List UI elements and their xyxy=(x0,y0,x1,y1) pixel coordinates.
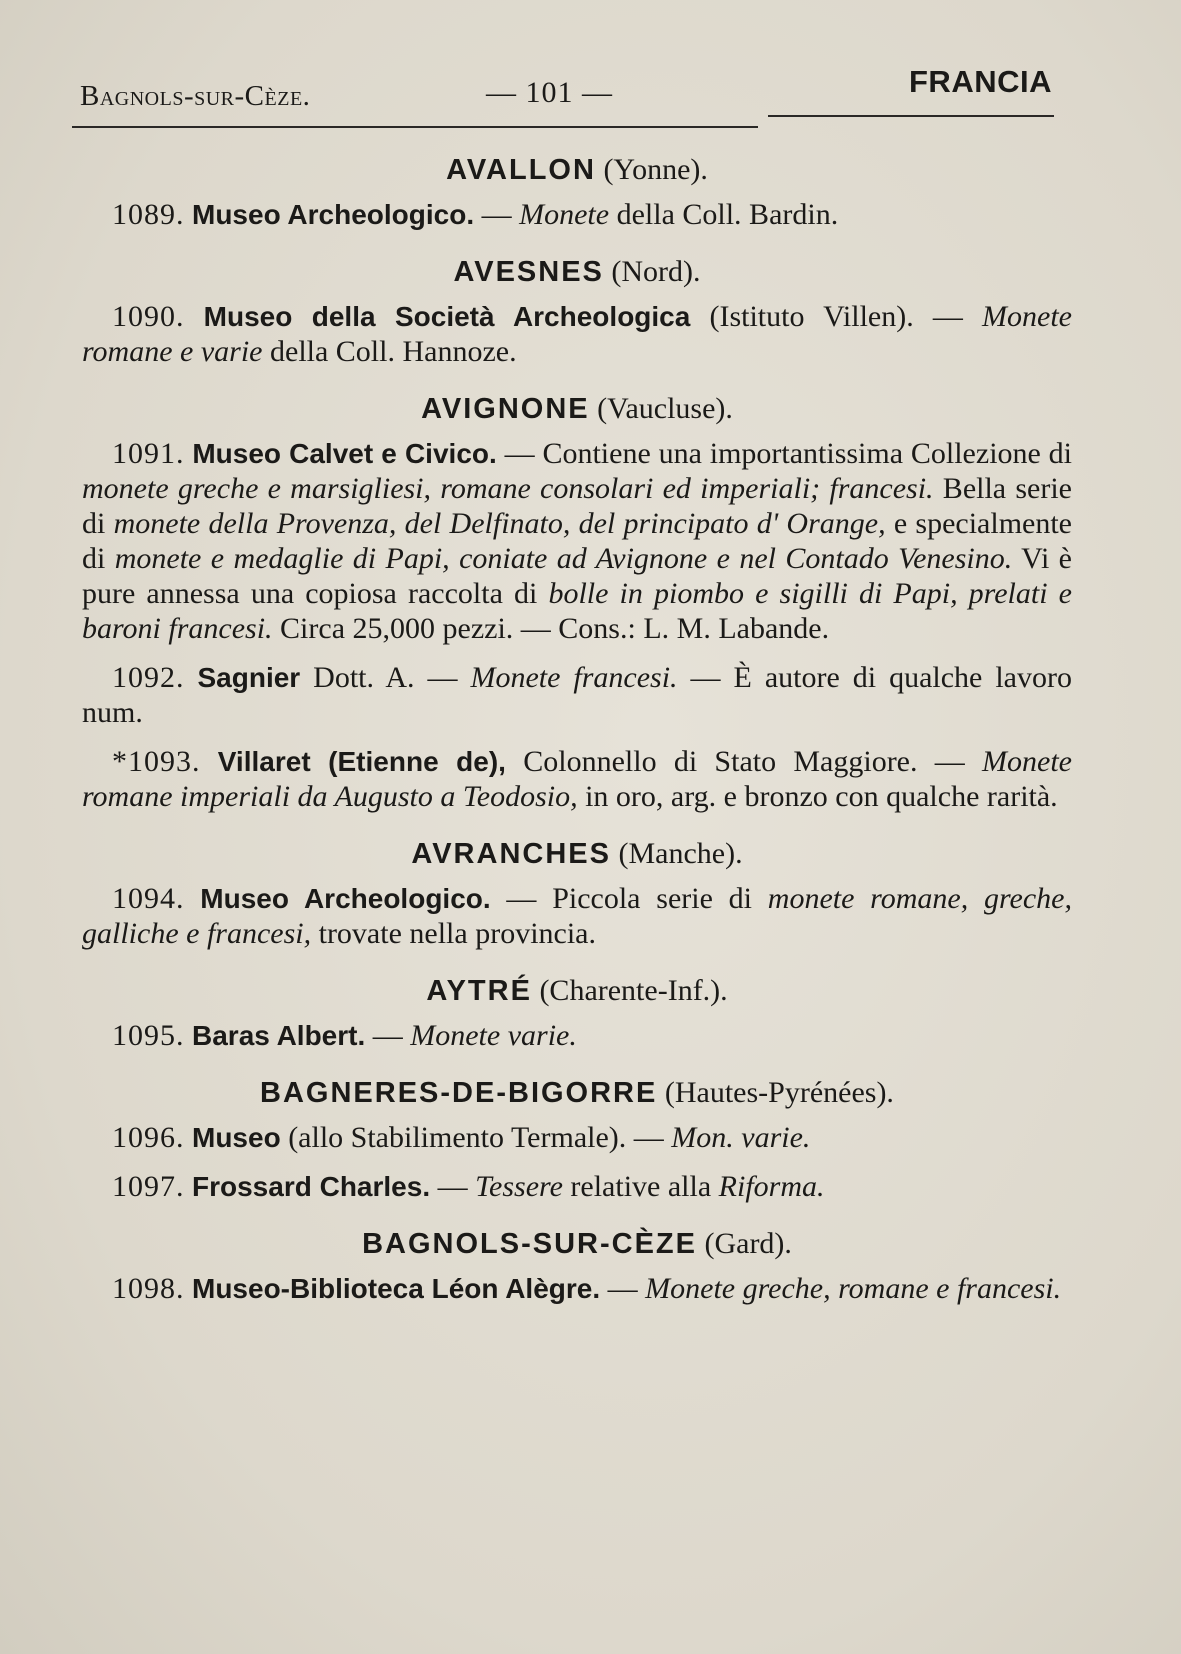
place-region: (Vaucluse). xyxy=(597,392,733,425)
place-name: AVESNES xyxy=(453,256,604,288)
entry-name: Sagnier xyxy=(197,662,301,693)
entry-description: — È autore di qualche lavoro num. xyxy=(82,661,1072,729)
entry-description: in oro, arg. e bronzo con qualche rarità. xyxy=(577,780,1058,813)
header-rule-left xyxy=(72,126,758,128)
place-heading xyxy=(82,254,1072,290)
entry-description-italic: monete e medaglie di Papi, coniate ad Avignone e nel Contado Venesino. xyxy=(114,542,1013,575)
place-region: (Gard). xyxy=(704,1227,792,1260)
entry-description-italic: Monete romane e varie xyxy=(82,300,1072,368)
place-name: BAGNOLS-SUR-CÈZE xyxy=(362,1228,697,1260)
place-heading xyxy=(82,1075,1072,1111)
running-header xyxy=(80,64,1052,114)
entry-description: Bella serie di xyxy=(82,472,1072,540)
entry-name: Frossard Charles. xyxy=(192,1171,431,1202)
entry-description: — xyxy=(365,1019,411,1052)
collection-entry xyxy=(82,881,1072,951)
entry-name: Baras Albert. xyxy=(192,1020,366,1051)
entry-number: 1089. xyxy=(112,198,185,231)
place-region: (Manche). xyxy=(618,837,743,870)
place-heading xyxy=(82,152,1072,188)
entry-description-italic: Monete greche, romane e francesi. xyxy=(645,1272,1062,1305)
entry-number: *1093. xyxy=(112,745,201,778)
entry-name: Museo Calvet e Civico. xyxy=(192,438,497,469)
entry-description-italic: Mon. varie. xyxy=(671,1121,811,1154)
entry-description: della Coll. Hannoze. xyxy=(262,335,517,368)
entry-number: 1092. xyxy=(112,661,185,694)
entry-description: Dott. A. — xyxy=(300,661,471,694)
entry-description-italic: monete della Provenza, del Delfinato, del principato d' Orange, xyxy=(113,507,886,540)
entry-number: 1097. xyxy=(112,1170,185,1203)
place-name: BAGNERES-DE-BIGORRE xyxy=(260,1077,658,1109)
header-rule-right xyxy=(768,115,1054,117)
collection-entry xyxy=(82,436,1072,646)
place-heading xyxy=(82,973,1072,1009)
place-heading xyxy=(82,391,1072,427)
running-head-country: FRANCIA xyxy=(909,64,1052,99)
entry-name: Museo-Biblioteca Léon Alègre. xyxy=(192,1273,601,1304)
place-heading xyxy=(82,836,1072,872)
entry-description: Circa 25,000 pezzi. — Cons.: L. M. Labande. xyxy=(272,612,830,645)
entry-description: relative alla xyxy=(562,1170,719,1203)
collection-entry xyxy=(82,1018,1072,1053)
running-head-left: Bagnols-sur-Cèze. xyxy=(80,80,311,112)
entry-number: 1095. xyxy=(112,1019,185,1052)
entry-number: 1098. xyxy=(112,1272,185,1305)
entry-description-italic: Tessere xyxy=(475,1170,563,1203)
entry-description-italic: Riforma. xyxy=(718,1170,825,1203)
entry-description: e specialmente di xyxy=(82,507,1072,575)
entry-number: 1091. xyxy=(112,437,185,470)
entry-description-italic: bolle in piombo e sigilli di Papi, prelati e baroni francesi. xyxy=(82,577,1072,645)
entry-description-italic: Monete romane imperiali da Augusto a Teodosio, xyxy=(82,745,1072,813)
place-name: AYTRÉ xyxy=(426,975,532,1007)
collection-entry xyxy=(82,1271,1072,1306)
entry-description-italic: Monete xyxy=(519,198,610,231)
entry-description: trovate nella provincia. xyxy=(311,917,596,950)
entry-description-italic: Monete francesi. xyxy=(470,661,678,694)
place-region: (Nord). xyxy=(611,255,701,288)
entry-name: Museo Archeologico. xyxy=(192,199,475,230)
collection-entry xyxy=(82,1120,1072,1155)
entry-description: — xyxy=(600,1272,646,1305)
place-region: (Hautes-Pyrénées). xyxy=(664,1076,894,1109)
entry-description: Colonnello di Stato Maggiore. — xyxy=(505,745,983,778)
entry-name: Museo Archeologico. xyxy=(200,883,491,914)
entry-description-italic: monete romane, greche, galliche e francesi, xyxy=(82,882,1073,950)
entry-number: 1090. xyxy=(112,300,185,333)
entry-description: — Piccola serie di xyxy=(490,882,768,915)
entry-name: Museo xyxy=(192,1122,281,1153)
place-heading xyxy=(82,1226,1072,1262)
place-name: AVALLON xyxy=(446,154,596,186)
entry-number: 1094. xyxy=(112,882,185,915)
entry-name: Museo della Società Archeologica xyxy=(203,301,691,332)
place-region: (Charente-Inf.). xyxy=(539,974,728,1007)
entry-description-italic: Monete varie. xyxy=(410,1019,577,1052)
collection-entry xyxy=(82,744,1072,814)
place-region: (Yonne). xyxy=(603,153,708,186)
entry-number: 1096. xyxy=(112,1121,185,1154)
entry-description: — xyxy=(474,198,520,231)
entry-description-italic: monete greche e marsigliesi, romane consolari ed imperiali; francesi. xyxy=(82,472,934,505)
collection-entry xyxy=(82,1169,1072,1204)
entry-description: (allo Stabilimento Termale). — xyxy=(280,1121,672,1154)
collection-entry xyxy=(82,299,1072,369)
collection-entry xyxy=(82,197,1072,232)
entry-description: (Istituto Villen). — xyxy=(690,300,983,333)
page-number: — 101 — xyxy=(486,76,613,109)
collection-entry xyxy=(82,660,1072,730)
entry-description: Vi è pure annessa una copiosa raccolta di xyxy=(82,542,1072,610)
place-name: AVIGNONE xyxy=(421,393,590,425)
page-body xyxy=(82,152,1072,1328)
entry-name: Villaret (Etienne de), xyxy=(217,746,506,777)
entry-description: — xyxy=(430,1170,476,1203)
entry-description: — Contiene una importantissima Collezione di xyxy=(496,437,1073,470)
entry-description: della Coll. Bardin. xyxy=(609,198,839,231)
place-name: AVRANCHES xyxy=(411,838,611,870)
